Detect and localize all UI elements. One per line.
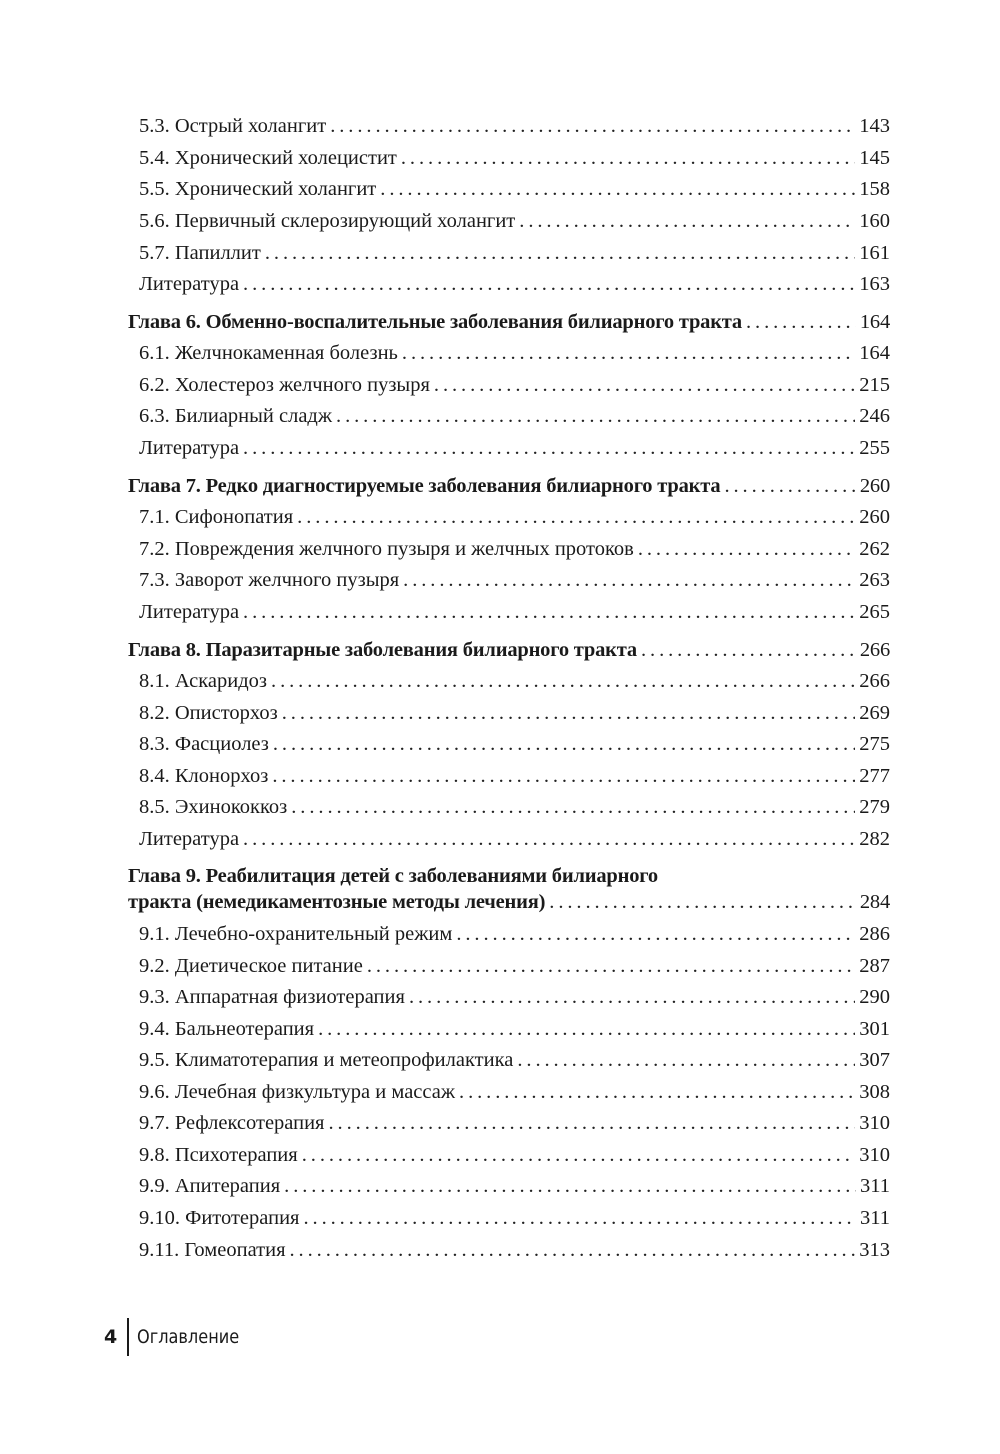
toc-entry[interactable] (139, 665, 890, 697)
toc-entry-title: Литература (139, 601, 240, 623)
toc-chapter[interactable] (128, 886, 890, 918)
dot-leader (329, 1107, 856, 1139)
dot-leader (271, 665, 855, 697)
toc-entry-page: 266 (859, 670, 890, 692)
toc-entry[interactable] (139, 1044, 890, 1076)
toc-entry[interactable] (139, 400, 890, 432)
toc-entry-title: 9.1. Лечебно-охранительный режим (139, 923, 453, 945)
dot-leader (243, 823, 855, 855)
toc-entry[interactable] (139, 1076, 890, 1108)
toc-entry-page: 311 (860, 1207, 890, 1229)
dot-leader (641, 634, 856, 666)
toc-entry[interactable] (139, 337, 890, 369)
toc-entry-page: 287 (859, 955, 890, 977)
toc-entry-page: 311 (860, 1175, 890, 1197)
dot-leader (284, 1170, 856, 1202)
toc-entry[interactable] (139, 237, 890, 269)
toc-entry-title: 9.9. Апитерапия (139, 1175, 281, 1197)
toc-chapter[interactable] (128, 470, 890, 502)
toc-entry-page: 286 (859, 923, 890, 945)
dot-leader (367, 950, 855, 982)
dot-leader (549, 886, 856, 918)
toc-chapter[interactable] (128, 306, 890, 338)
dot-leader (243, 432, 855, 464)
dot-leader (402, 337, 855, 369)
toc-entry[interactable] (139, 981, 890, 1013)
toc-entry[interactable] (139, 1202, 890, 1234)
toc-chapter-page: 284 (859, 891, 890, 913)
toc-entry-title: 5.7. Папиллит (139, 242, 261, 264)
toc-entry[interactable] (139, 918, 890, 950)
toc-entry-title: 9.8. Психотерапия (139, 1144, 298, 1166)
toc-entry-title: 9.7. Рефлексотерапия (139, 1112, 325, 1134)
dot-leader (265, 237, 855, 269)
toc-chapter-title: Глава 8. Паразитарные заболевания билиарного тракта (128, 639, 637, 661)
toc-entry[interactable] (139, 950, 890, 982)
dot-leader (243, 268, 855, 300)
dot-leader (297, 501, 855, 533)
dot-leader (459, 1076, 855, 1108)
toc-entry-page: 164 (859, 342, 890, 364)
dot-leader (291, 791, 855, 823)
page-footer (104, 1318, 257, 1356)
toc-entry-page: 277 (859, 765, 890, 787)
toc-entry-title: 7.2. Повреждения желчного пузыря и желчных протоков (139, 538, 634, 560)
dot-leader (403, 564, 855, 596)
toc-entry-page: 265 (859, 601, 890, 623)
toc-entry-page: 282 (859, 828, 890, 850)
toc-entry-title: Литература (139, 828, 240, 850)
toc-chapter-page: 266 (859, 639, 890, 661)
toc-entry[interactable] (139, 564, 890, 596)
dot-leader (724, 470, 855, 502)
toc-entry[interactable] (139, 142, 890, 174)
toc-entry-title: 8.5. Эхинококкоз (139, 796, 288, 818)
toc-chapter[interactable] (128, 634, 890, 666)
toc-entry-page: 161 (859, 242, 890, 264)
dot-leader (409, 981, 855, 1013)
toc-entry-title: 8.3. Фасциолез (139, 733, 269, 755)
toc-entry-title: Литература (139, 273, 240, 295)
toc-entry[interactable] (139, 823, 890, 855)
dot-leader (517, 1044, 855, 1076)
toc-chapter-title: Глава 6. Обменно-воспалительные заболевания билиарного тракта (128, 311, 742, 333)
toc-entry-page: 160 (859, 210, 890, 232)
dot-leader (273, 728, 855, 760)
toc-entry-page: 143 (859, 115, 890, 137)
toc-entry-title: 9.11. Гомеопатия (139, 1239, 286, 1261)
toc-entry-page: 263 (859, 569, 890, 591)
toc-chapter-title: тракта (немедикаментозные методы лечения) (128, 891, 546, 913)
toc-entry-title: 9.5. Климатотерапия и метеопрофилактика (139, 1049, 514, 1071)
toc-entry-page: 158 (859, 178, 890, 200)
toc-entry-page: 246 (859, 405, 890, 427)
dot-leader (456, 918, 855, 950)
toc-entry[interactable] (139, 697, 890, 729)
toc-entry[interactable] (139, 110, 890, 142)
toc-chapter-page: 260 (859, 475, 890, 497)
toc-entry[interactable] (139, 596, 890, 628)
dot-leader (243, 596, 855, 628)
toc-entry-page: 308 (859, 1081, 890, 1103)
toc-entry-page: 262 (859, 538, 890, 560)
dot-leader (290, 1234, 856, 1266)
toc-chapter-title-line1[interactable]: Глава 9. Реабилитация детей с заболеваниями билиарного (128, 865, 658, 887)
toc-entry-title: 6.3. Билиарный сладж (139, 405, 333, 427)
dot-leader (282, 697, 856, 729)
toc-entry-page: 313 (859, 1239, 890, 1261)
footer-divider (127, 1318, 129, 1356)
toc-entry-page: 163 (859, 273, 890, 295)
toc-entry-page: 307 (859, 1049, 890, 1071)
toc-entry-page: 255 (859, 437, 890, 459)
toc-entry[interactable] (139, 760, 890, 792)
toc-entry-page: 275 (859, 733, 890, 755)
toc-entry-title: 9.10. Фитотерапия (139, 1207, 300, 1229)
toc-entry-title: 7.3. Заворот желчного пузыря (139, 569, 400, 591)
toc-entry-title: 8.1. Аскаридоз (139, 670, 268, 692)
page-number: 4 (104, 1326, 118, 1348)
toc-entry[interactable] (139, 268, 890, 300)
toc-entry[interactable] (139, 369, 890, 401)
toc-entry-title: 6.1. Желчнокаменная болезнь (139, 342, 398, 364)
toc-entry[interactable] (139, 173, 890, 205)
toc-entry[interactable] (139, 791, 890, 823)
toc-entry[interactable] (139, 1170, 890, 1202)
toc-entry[interactable] (139, 205, 890, 237)
dot-leader (303, 1202, 856, 1234)
dot-leader (401, 142, 855, 174)
toc-entry-page: 301 (859, 1018, 890, 1040)
toc-chapter-title: Глава 7. Редко диагностируемые заболевания билиарного тракта (128, 475, 721, 497)
dot-leader (380, 173, 855, 205)
toc-entry-title: 5.5. Хронический холангит (139, 178, 377, 200)
toc-entry-page: 279 (859, 796, 890, 818)
toc-entry-title: 9.4. Бальнеотерапия (139, 1018, 315, 1040)
dot-leader (330, 110, 855, 142)
dot-leader (336, 400, 855, 432)
toc-entry[interactable] (139, 1234, 890, 1266)
toc-entry-title: 9.6. Лечебная физкультура и массаж (139, 1081, 456, 1103)
toc-entry[interactable] (139, 728, 890, 760)
toc-entry[interactable] (139, 1139, 890, 1171)
toc-entry[interactable] (139, 533, 890, 565)
toc-entry-title: Литература (139, 437, 240, 459)
toc-entry[interactable] (139, 501, 890, 533)
toc-chapter-page: 164 (859, 311, 890, 333)
toc-entry-title: 5.6. Первичный склерозирующий холангит (139, 210, 516, 232)
toc-entry-title: 8.4. Клонорхоз (139, 765, 269, 787)
toc-entry[interactable] (139, 1107, 890, 1139)
toc-entry-title: 7.1. Сифонопатия (139, 506, 294, 528)
toc-entry-page: 290 (859, 986, 890, 1008)
toc-entry-title: 9.3. Аппаратная физиотерапия (139, 986, 405, 1008)
toc-entry-title: 6.2. Холестероз желчного пузыря (139, 374, 430, 396)
toc-entry-page: 269 (859, 702, 890, 724)
dot-leader (746, 306, 856, 338)
running-head: Оглавление (137, 1326, 240, 1348)
toc-entry-page: 310 (859, 1112, 890, 1134)
toc-entry-page: 310 (859, 1144, 890, 1166)
toc-entry-title: 5.3. Острый холангит (139, 115, 327, 137)
dot-leader (318, 1013, 855, 1045)
dot-leader (272, 760, 855, 792)
toc-entry[interactable] (139, 432, 890, 464)
toc-entry-page: 145 (859, 147, 890, 169)
dot-leader (519, 205, 855, 237)
toc-entry-title: 8.2. Описторхоз (139, 702, 278, 724)
toc-entry[interactable] (139, 1013, 890, 1045)
toc-entry-page: 260 (859, 506, 890, 528)
dot-leader (302, 1139, 856, 1171)
toc-entry-title: 9.2. Диетическое питание (139, 955, 363, 977)
dot-leader (638, 533, 855, 565)
toc-entry-title: 5.4. Хронический холецистит (139, 147, 397, 169)
toc-entry-page: 215 (859, 374, 890, 396)
dot-leader (434, 369, 855, 401)
